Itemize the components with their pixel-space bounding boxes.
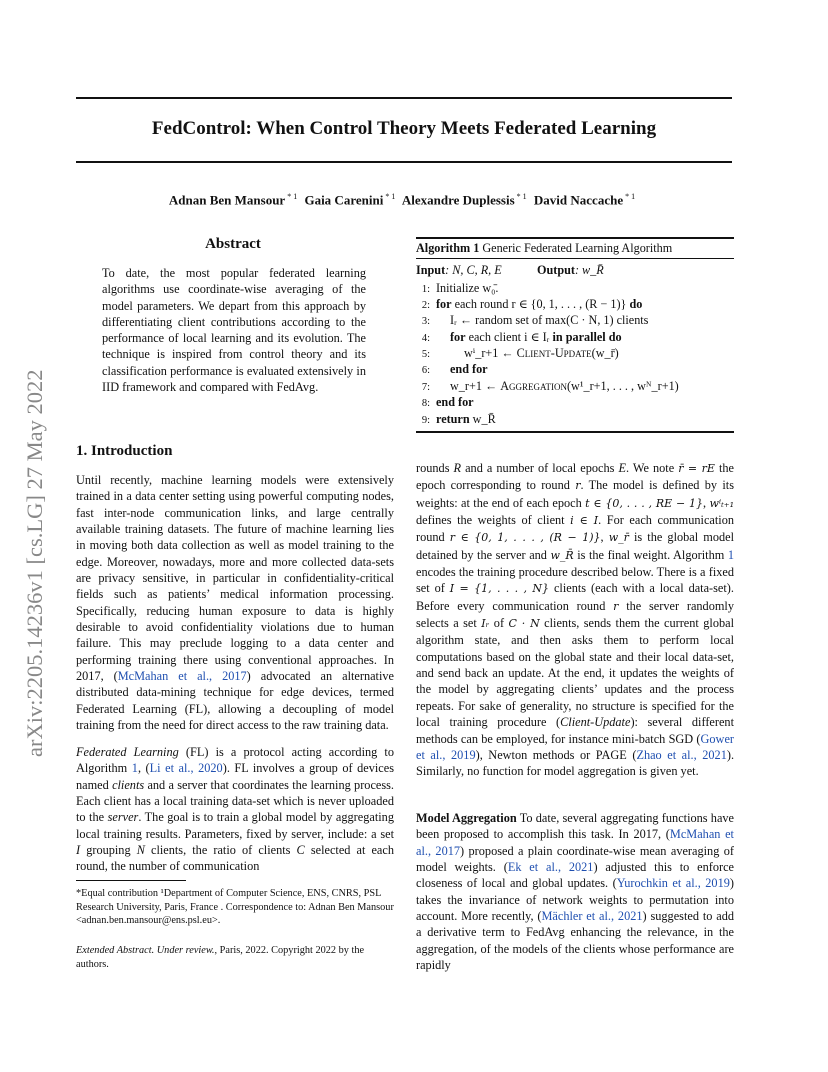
citation-link[interactable]: Li et al., 2020 [149, 761, 223, 776]
line-number: 6: [421, 365, 430, 377]
math-expr: r̄ = rE [678, 462, 715, 475]
math-expr: C · N [508, 617, 540, 631]
text-run: , [600, 530, 609, 545]
footnote-affiliations: *Equal contribution ¹Department of Computer Science, ENS, CNRS, PSL Research University, Paris, France . Correspondence to: Adnan Ben Mansour <adnan.ben.mansour@ens.psl.eu>. [76, 888, 394, 926]
line-text: Initialize w₀̄. [436, 280, 499, 295]
text-run: is the global model detained by the server and [416, 530, 735, 562]
term-federated-learning: Federated Learning [76, 745, 179, 759]
line-text: each client i ∈ Iᵣ [465, 329, 553, 344]
line-text: (w_r̄) [591, 346, 619, 361]
math-expr: r [613, 599, 619, 613]
line-number: 8: [421, 398, 430, 410]
citation-link[interactable]: Ek et al., 2021 [507, 860, 594, 875]
text-run: grouping [80, 843, 137, 858]
text-run: ) adjusted this to enforce closeness of local and global updates. ( [416, 860, 734, 891]
author-marks: * 1 [287, 192, 298, 201]
abstract-heading: Abstract [205, 236, 261, 252]
text-run: ) advocated an alternative distributed data-mining technique for edge devices, termed Federated Learning (FL), allowing a decoupling of model training from the need for direct access to the raw training data. [76, 669, 394, 733]
text-run: the epoch corresponding to round [416, 461, 734, 493]
text-run: To date, several aggregating functions have been proposed to accomplish this task. In 2017, ( [416, 811, 735, 842]
algorithm-input [416, 263, 502, 278]
keyword: end for [450, 362, 488, 377]
citation-link[interactable]: Gower et al., 2019 [416, 731, 734, 762]
algorithm-line [416, 362, 734, 378]
text-run: . For each communication round [416, 513, 734, 545]
line-number: 2: [421, 299, 430, 311]
keyword: do [629, 296, 643, 311]
text-run: rounds [416, 461, 454, 475]
arxiv-watermark-text: arXiv:2205.14236v1 [cs.LG] 27 May 2022 [22, 369, 47, 757]
citation-link[interactable]: Yurochkin et al., 2019 [616, 876, 730, 891]
term-client-update: Client-Update [560, 715, 631, 730]
text-run: ) proposed a plain coordinate-wise mean averaging of model weights. ( [416, 843, 734, 875]
venue-italic: Extended Abstract. Under review. [76, 945, 215, 956]
author-name: Alexandre Duplessis [401, 192, 515, 208]
algorithm-line [416, 330, 734, 346]
footnote-rule [76, 880, 186, 881]
line-text: each round r ∈ {0, 1, . . . , (R − 1)} [451, 296, 630, 311]
math-expr: I = {1, . . . , N} [449, 582, 549, 596]
algorithm-output [537, 263, 604, 278]
algorithm-line [416, 281, 734, 297]
line-text: wⁱ_r+1 ← [464, 346, 517, 361]
term-clients: clients [112, 777, 145, 792]
algorithm-ref-link[interactable]: 1 [727, 547, 734, 562]
citation-link[interactable]: McMahan et al., 2017 [117, 669, 247, 684]
author-name: David Naccache [533, 192, 624, 208]
paper-title: FedControl: When Control Theory Meets Federated Learning [151, 118, 657, 139]
math-var: E [618, 461, 626, 475]
line-number: 1: [421, 283, 430, 295]
text-run: , [702, 495, 710, 510]
text-run: and a server that coordinates the learning process. Each client has a local training data-set which is never uploaded to the [76, 777, 395, 825]
algorithm-io [416, 263, 734, 279]
math-expr: t ∈ {0, . . . , RE − 1} [585, 496, 703, 510]
input-label: Input [416, 262, 446, 277]
text-run: ). FL involves a group of devices named [76, 761, 394, 792]
text-run: clients, sends them the current global algorithm state, and then asks them to perform local computations based on the global state and their local data-set, and send back an update. At the end, it updates the weights of the model by aggregating clients’ updates and the process repeats. For sake of generality, no structure is specified for the local training procedure ( [416, 616, 734, 730]
text-run: is the final weight. Algorithm [573, 547, 728, 562]
text-run: ), Newton methods or PAGE ( [475, 747, 637, 762]
author-marks: * 1 [625, 192, 636, 201]
author-name: Adnan Ben Mansour [168, 192, 286, 208]
algorithm-caption-text: Generic Federated Learning Algorithm [479, 240, 673, 255]
model-aggregation-paragraph [416, 810, 734, 973]
title-rule [76, 161, 732, 163]
algorithm-lines [416, 281, 734, 429]
math-expr: r [575, 479, 581, 493]
math-var: C [296, 843, 305, 858]
author-marks: * 1 [516, 192, 527, 201]
algorithm-line [416, 412, 734, 428]
math-expr: wⁱₜ₊₁ [709, 496, 734, 510]
author-marks: * 1 [385, 192, 396, 201]
intro-paragraph-1 [76, 472, 394, 734]
math-expr: Iᵣ [481, 617, 490, 631]
math-var: R [453, 461, 462, 475]
algorithm-line [416, 346, 734, 362]
line-text: (w¹_r+1, . . . , wᴺ_r+1) [567, 378, 679, 393]
math-expr: r ∈ {0, 1, . . . , (R − 1)} [449, 531, 601, 545]
text-run: selected at each round, the number of communication [76, 843, 394, 874]
text-run: defines the weights of client [416, 513, 571, 528]
text-run: and a number of local epochs [461, 461, 619, 475]
math-expr: w_R̄ [550, 548, 574, 562]
line-text: w_r+1 ← [450, 378, 501, 393]
top-rule [76, 97, 732, 99]
keyword: return [436, 411, 470, 426]
citation-link[interactable]: McMahan et al., 2017 [416, 827, 734, 858]
line-text: Iᵣ ← random set of max(C · N, 1) clients [450, 313, 649, 328]
keyword: for [450, 329, 466, 344]
text-run: of [489, 616, 509, 631]
text-run: (FL) is a protocol acting according to Algorithm [76, 745, 394, 776]
text-run: the server randomly selects a set [416, 598, 734, 631]
math-expr: i ∈ I [570, 514, 599, 528]
citation-link[interactable]: Zhao et al., 2021 [636, 747, 727, 762]
citation-link[interactable]: Mächler et al., 2021 [541, 909, 643, 924]
input-value: : N, C, R, E [445, 262, 502, 277]
author-name: Gaia Carenini [304, 192, 384, 208]
text-run: , ( [137, 761, 150, 776]
algorithm-ref-link[interactable]: 1 [131, 761, 138, 776]
right-paragraph-1 [416, 460, 734, 780]
math-var: I [76, 843, 81, 858]
abstract-text: To date, the most popular federated learning algorithms use coordinate-wise averaging of the model parameters. We depart from this approach by differentiating client contributions according to the performance of local learning and its evolution. The technique is inspired from control theory and its classification performance is evaluated extensively in IID framework and compared with FedAvg. [102, 266, 366, 395]
function-name: Client-Update [516, 346, 592, 361]
output-label: Output [537, 262, 575, 277]
output-value: : w_R̄ [574, 262, 604, 277]
text-run: ): several different methods can be employed, for instance mini-batch SGD ( [416, 715, 734, 746]
text-run: . The model is defined by its weights: at the end of each epoch [416, 478, 734, 510]
keyword: end for [436, 395, 474, 410]
algorithm-label: Algorithm 1 [416, 240, 480, 255]
text-run: encodes the training procedure described below. There is a fixed set of [416, 565, 734, 596]
term-server: server [107, 810, 139, 825]
line-number: 5: [421, 349, 430, 361]
keyword: for [436, 296, 452, 311]
algorithm-caption [416, 239, 734, 258]
footnote-venue [76, 944, 394, 971]
text-run: ) suggested to add a derivative term to FedAvg enhancing the relevance, in the aggregation, of the models of the clients whose performance are rapidly [416, 909, 734, 973]
math-var: N [136, 843, 145, 858]
line-number: 3: [421, 316, 430, 328]
keyword: in parallel do [552, 329, 622, 344]
math-expr: w_r̄ [608, 531, 629, 545]
algorithm-box [416, 237, 734, 433]
text-run: ). Similarly, no function for model aggregation is given yet. [416, 747, 735, 779]
algorithm-bottom-rule [416, 431, 734, 433]
arxiv-watermark [20, 268, 48, 758]
text-run: clients, the ratio of clients [144, 843, 297, 858]
line-number: 7: [421, 381, 430, 393]
text-run: Until recently, machine learning models were extensively trained in a data center setting using powerful computing nodes, fast inter-node communication links, and large centrally available training datasets. The future of machine learning lies in moving both data collection as well as model training to the edge. Moreover, nowadays, more and more collected data-sets are privacy sensitive, in particular in confidentiality-critical fields such as patients’ medical information processing. Specifically, reducing human exposure to data is highly desirable to avoid confidentiality violations due to human failure. This may preclude logging to a data center and performing training there using conventional approaches. In 2017, ( [76, 473, 394, 684]
text-run: . We note [625, 461, 679, 475]
function-name: Aggregation [500, 378, 567, 393]
introduction-heading: 1. Introduction [76, 443, 173, 459]
text-run: . The goal is to train a global model by aggregating local training results. Parameters, fixed by server, include: a set [76, 810, 394, 841]
algorithm-mid-rule [416, 258, 734, 259]
text-run: clients (each with a local data-set). Before every communication round [416, 581, 734, 613]
algorithm-line [416, 395, 734, 411]
line-number: 9: [421, 414, 430, 426]
intro-paragraph-2 [76, 744, 394, 875]
author-list [76, 192, 732, 208]
algorithm-line [416, 379, 734, 395]
text-run: ) takes the invariance of network weights to permutation into account. More recently, ( [416, 876, 734, 924]
line-number: 4: [421, 332, 430, 344]
venue-rest: , Paris, 2022. Copyright 2022 by the authors. [76, 945, 365, 970]
line-text: w_R̄ [469, 411, 496, 426]
paragraph-heading: Model Aggregation [416, 811, 517, 825]
algorithm-line [416, 313, 734, 329]
algorithm-line [416, 297, 734, 313]
